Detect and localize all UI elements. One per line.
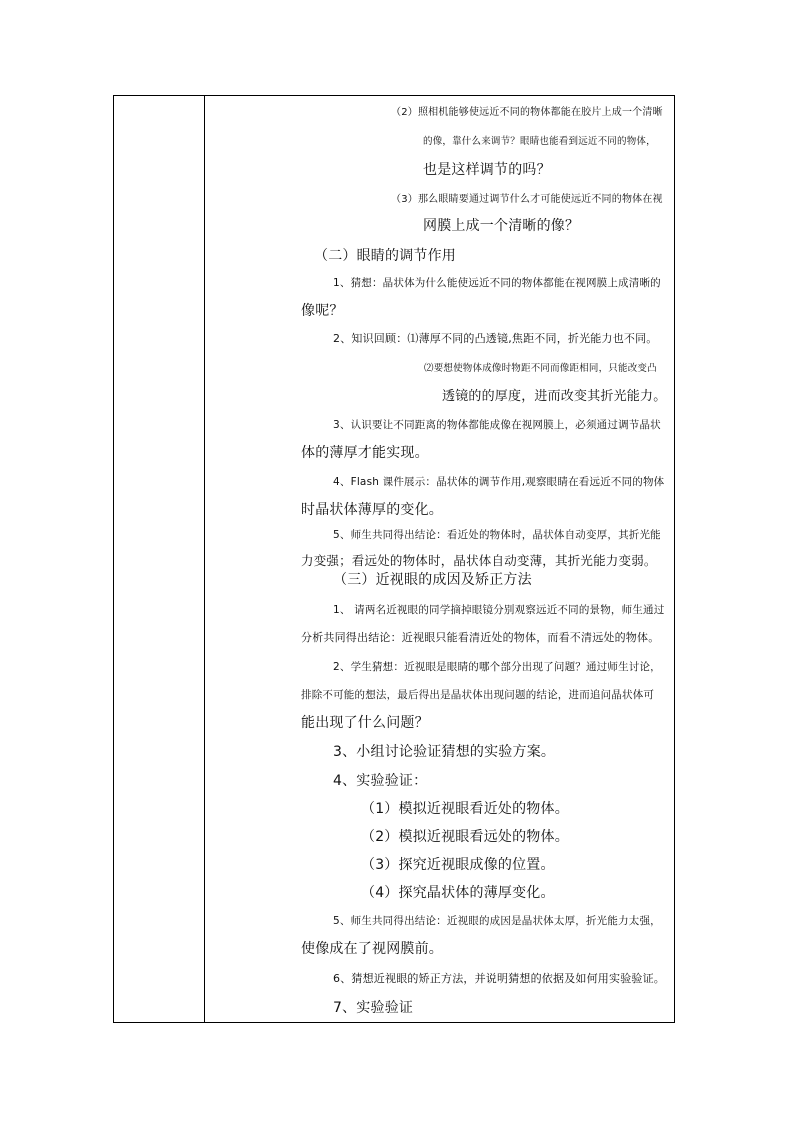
text-line: 7、实验验证 (333, 1000, 414, 1016)
text-line: （3）探究近视眼成像的位置。 (361, 857, 555, 873)
text-line: 排除不可能的想法，最后得出是晶状体出现问题的结论，进而追问晶状体可 (301, 689, 655, 701)
lesson-plan-table (113, 95, 675, 1023)
text-line: 6、猜想近视眼的矫正方法，并说明猜想的依据及如何用实验验证。 (333, 972, 665, 985)
text-line: 2、学生猜想：近视眼是眼睛的哪个部分出现了问题？通过师生讨论， (333, 661, 661, 673)
text-line: 1、猜想：晶状体为什么能使远近不同的物体都能在视网膜上成清晰的 (333, 277, 661, 289)
text-line: 4、实验验证： (333, 773, 428, 789)
text-line: （3）那么眼睛要通过调节什么才可能使远近不同的物体在视 (391, 194, 663, 205)
left-column-cell (114, 96, 205, 1022)
right-content-cell (205, 96, 674, 1022)
text-line: 4、Flash 课件展示：晶状体的调节作用,观察眼睛在看远近不同的物体 (333, 476, 665, 488)
text-line: ⑵要想使物体成像时物距不同而像距相同，只能改变凸 (424, 363, 657, 374)
text-line: 也是这样调节的吗？ (423, 162, 551, 178)
text-line: 5、师生共同得出结论：看近处的物体时，晶状体自动变厚，其折光能 (333, 529, 661, 541)
text-line: 力变强；看远处的物体时，晶状体自动变薄，其折光能力变弱。 (301, 553, 657, 568)
text-line: 2、知识回顾：⑴薄厚不同的凸透镜,焦距不同，折光能力也不同。 (333, 332, 658, 345)
text-line: 分析共同得出结论：近视眼只能看清近处的物体，而看不清远处的物体。 (301, 631, 660, 644)
text-line: 网膜上成一个清晰的像？ (423, 218, 580, 234)
text-line: （1）模拟近视眼看近处的物体。 (361, 801, 569, 817)
text-line: 时晶状体薄厚的变化。 (301, 502, 443, 518)
text-line: 透镜的的厚度，进而改变其折光能力。 (442, 389, 667, 404)
text-line: 像呢？ (301, 303, 344, 319)
section-heading: （二）眼睛的调节作用 (314, 248, 456, 264)
text-line: （2）照相机能够使远近不同的物体都能在胶片上成一个清晰 (391, 107, 663, 118)
text-line: （4）探究晶状体的薄厚变化。 (361, 885, 555, 901)
text-line: 3、小组讨论验证猜想的实验方案。 (333, 744, 556, 760)
text-line: （2）模拟近视眼看远处的物体。 (361, 829, 569, 845)
text-line: 3、认识要让不同距离的物体都能成像在视网膜上，必须通过调节晶状 (333, 419, 661, 431)
text-line: 1、 请两名近视眼的同学摘掉眼镜分别观察远近不同的景物，师生通过 (333, 604, 665, 616)
text-line: 的像，靠什么来调节？眼睛也能看到远近不同的物体， (423, 136, 656, 147)
text-line: 使像成在了视网膜前。 (301, 941, 443, 957)
text-line: 体的薄厚才能实现。 (301, 445, 429, 461)
section-heading: （三）近视眼的成因及矫正方法 (333, 572, 532, 588)
text-line: 5、师生共同得出结论：近视眼的成因是晶状体太厚，折光能力太强， (333, 915, 661, 927)
text-line: 能出现了什么问题？ (301, 715, 429, 731)
